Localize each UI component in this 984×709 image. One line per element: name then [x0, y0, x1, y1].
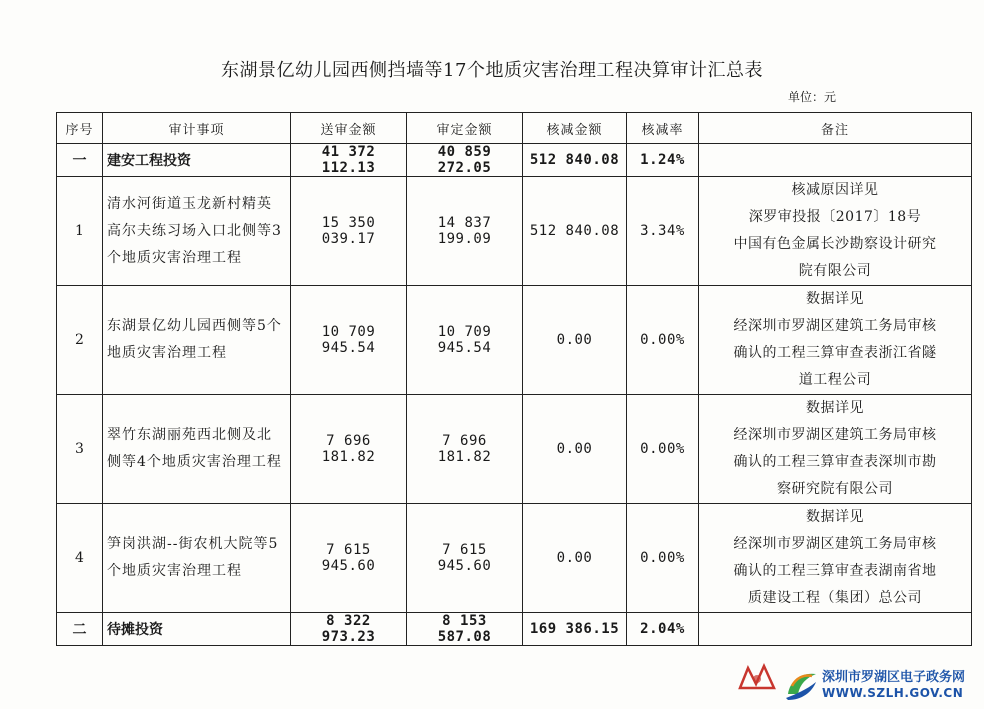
table-row — [57, 504, 972, 613]
note-cell — [699, 504, 972, 613]
table-row — [57, 177, 972, 286]
row-no: 2 — [57, 286, 103, 395]
reduction-rate: 3.34% — [627, 177, 699, 286]
row-no: 4 — [57, 504, 103, 613]
project-name: 笋岗洪湖--街农机大院等5个地质灾害治理工程 — [103, 504, 291, 613]
reduced-amount: 0.00 — [523, 504, 627, 613]
red-seal-fragment — [736, 662, 778, 692]
unit-label: 单位：元 — [788, 90, 837, 104]
note-line: 深罗审投报〔2017〕18号 — [748, 209, 922, 225]
reduced-amount: 169 386.15 — [523, 613, 627, 646]
note-line: 经深圳市罗湖区建筑工务局审核 — [733, 427, 937, 443]
submitted-amount: 10 709 945.54 — [291, 286, 407, 395]
section-row-construction — [57, 144, 972, 177]
section-no: 一 — [57, 144, 103, 177]
row-no: 1 — [57, 177, 103, 286]
note-cell — [699, 286, 972, 395]
approved-amount: 7 615 945.60 — [407, 504, 523, 613]
section-name: 建安工程投资 — [103, 144, 291, 177]
approved-amount: 40 859 272.05 — [407, 144, 523, 177]
reduced-amount: 512 840.08 — [523, 144, 627, 177]
header-cell: 审计事项 — [103, 113, 291, 144]
submitted-amount: 7 615 945.60 — [291, 504, 407, 613]
note-line: 确认的工程三算审查表湖南省地 — [733, 563, 937, 579]
header-cell: 核减率 — [627, 113, 699, 144]
header-cell: 核减金额 — [523, 113, 627, 144]
note-cell — [699, 613, 972, 646]
note-cell — [699, 177, 972, 286]
table-row — [57, 395, 972, 504]
note-line: 数据详见 — [806, 400, 864, 416]
submitted-amount: 8 322 973.23 — [291, 613, 407, 646]
approved-amount: 7 696 181.82 — [407, 395, 523, 504]
project-name: 东湖景亿幼儿园西侧等5个地质灾害治理工程 — [103, 286, 291, 395]
approved-amount: 14 837 199.09 — [407, 177, 523, 286]
note-line: 数据详见 — [806, 291, 864, 307]
note-cell — [699, 395, 972, 504]
table-row — [57, 286, 972, 395]
submitted-amount: 7 696 181.82 — [291, 395, 407, 504]
note-line: 察研究院有限公司 — [777, 481, 893, 497]
row-no: 3 — [57, 395, 103, 504]
reduction-rate: 0.00% — [627, 286, 699, 395]
reduced-amount: 512 840.08 — [523, 177, 627, 286]
section-no: 二 — [57, 613, 103, 646]
note-line: 道工程公司 — [798, 372, 872, 388]
note-line: 质建设工程（集团）总公司 — [748, 590, 922, 606]
reduction-rate: 0.00% — [627, 504, 699, 613]
note-line: 确认的工程三算审查表浙江省隧 — [733, 345, 937, 361]
note-line: 核减原因详见 — [791, 182, 879, 198]
approved-amount: 8 153 587.08 — [407, 613, 523, 646]
section-row-pending — [57, 613, 972, 646]
audit-summary-table — [56, 112, 972, 646]
reduced-amount: 0.00 — [523, 286, 627, 395]
document-title: 东湖景亿幼儿园西侧挡墙等17个地质灾害治理工程决算审计汇总表 — [221, 60, 763, 81]
reduced-amount: 0.00 — [523, 395, 627, 504]
watermark-site-name: 深圳市罗湖区电子政务网 — [822, 670, 966, 685]
header-cell: 序号 — [57, 113, 103, 144]
note-line: 经深圳市罗湖区建筑工务局审核 — [733, 536, 937, 552]
project-name: 清水河街道玉龙新村精英高尔夫练习场入口北侧等3个地质灾害治理工程 — [103, 177, 291, 286]
reduction-rate: 1.24% — [627, 144, 699, 177]
szlh-logo-icon — [782, 664, 820, 704]
note-line: 院有限公司 — [798, 263, 872, 279]
submitted-amount: 41 372 112.13 — [291, 144, 407, 177]
note-cell — [699, 144, 972, 177]
note-line: 中国有色金属长沙勘察设计研究 — [733, 236, 937, 252]
watermark-site-url: WWW.SZLH.GOV.CN — [822, 686, 964, 700]
reduction-rate: 2.04% — [627, 613, 699, 646]
note-line: 确认的工程三算审查表深圳市勘 — [733, 454, 937, 470]
approved-amount: 10 709 945.54 — [407, 286, 523, 395]
note-line: 经深圳市罗湖区建筑工务局审核 — [733, 318, 937, 334]
reduction-rate: 0.00% — [627, 395, 699, 504]
note-line: 数据详见 — [806, 509, 864, 525]
header-cell: 备注 — [699, 113, 972, 144]
header-cell: 审定金额 — [407, 113, 523, 144]
table-header-row — [57, 113, 972, 144]
project-name: 翠竹东湖丽苑西北侧及北侧等4个地质灾害治理工程 — [103, 395, 291, 504]
section-name: 待摊投资 — [103, 613, 291, 646]
header-cell: 送审金额 — [291, 113, 407, 144]
submitted-amount: 15 350 039.17 — [291, 177, 407, 286]
site-watermark — [782, 664, 982, 706]
